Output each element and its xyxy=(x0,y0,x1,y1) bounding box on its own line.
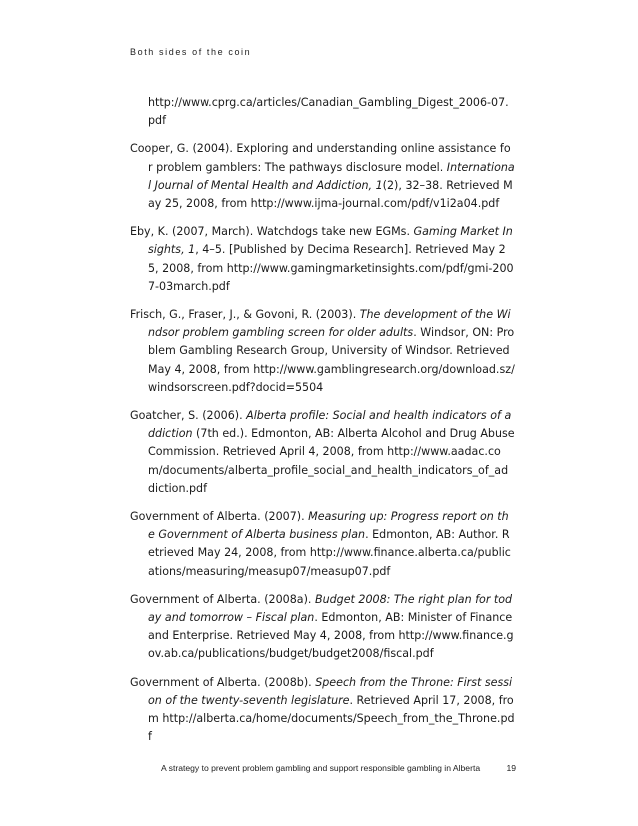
reference-title: Measuring up: Progress report on the Government of Alberta business plan xyxy=(148,510,509,542)
reference-text: Goatcher, S. (2006). xyxy=(130,409,247,423)
running-header: Both sides of the coin xyxy=(130,47,252,57)
page-footer xyxy=(161,763,516,773)
reference-text: (2), 32–38. Retrieved May 25, 2008, from http://www.ijma-journal.com/pdf/v1i2a04.pdf xyxy=(148,178,513,211)
reference-text: . Edmonton, AB: Minister of Finance and Enterprise. Retrieved May 4, 2008, from http://www.finance.gov.ab.ca/publications/budget/budget2008/fiscal.pdf xyxy=(148,611,514,661)
reference-text: . Retrieved April 17, 2008, from http://alberta.ca/home/documents/Speech_from_the_Throne.pdf xyxy=(148,693,515,744)
reference-list xyxy=(130,94,515,757)
reference-entry xyxy=(130,94,515,130)
reference-entry xyxy=(130,674,515,747)
reference-text: Government of Alberta. (2008b). xyxy=(130,675,316,689)
reference-entry xyxy=(130,508,515,581)
footer-title: A strategy to prevent problem gambling and support responsible gambling in Alberta xyxy=(161,763,481,773)
reference-title: Gaming Market Insights, 1 xyxy=(148,225,513,257)
reference-entry xyxy=(130,306,515,397)
reference-entry xyxy=(130,140,515,213)
page-number: 19 xyxy=(506,763,516,773)
reference-title: Budget 2008: The right plan for today and tomorrow – Fiscal plan xyxy=(148,592,513,625)
reference-entry xyxy=(130,591,515,664)
reference-title: The development of the Windsor problem gambling screen for older adults xyxy=(148,308,511,340)
reference-text: , 4–5. [Published by Decima Research]. Retrieved May 25, 2008, from http://www.gamingmarketinsights.com/pdf/gmi-2007-03march.pdf xyxy=(148,243,514,293)
reference-entry xyxy=(130,407,515,498)
reference-entry xyxy=(130,223,515,296)
reference-text: Government of Alberta. (2008a). xyxy=(130,592,315,606)
reference-text: . Windsor, ON: Problem Gambling Research Group, University of Windsor. Retrieved May 4, 2008, from http://www.gamblingresearch.org/download.sz/windsorscreen.pdf?docid=5504 xyxy=(148,326,515,394)
reference-text: Eby, K. (2007, March). Watchdogs take new EGMs. xyxy=(130,225,414,239)
reference-text: (7th ed.). Edmonton, AB: Alberta Alcohol and Drug Abuse Commission. Retrieved April 4, 2008, from http://www.aadac.com/documents/alberta_profile_social_and_health_indicators_of_addiction.pdf xyxy=(148,427,515,495)
reference-title: Alberta profile: Social and health indicators of addiction xyxy=(148,409,512,441)
reference-title: International Journal of Mental Health and Addiction, 1 xyxy=(148,160,515,192)
reference-text: Cooper, G. (2004). Exploring and understanding online assistance for problem gamblers: The pathways disclosure model. xyxy=(130,142,511,174)
reference-title: Speech from the Throne: First session of the twenty-seventh legislature xyxy=(148,675,513,707)
reference-text: Frisch, G., Fraser, J., & Govoni, R. (2003). xyxy=(130,308,360,322)
reference-text: . Edmonton, AB: Author. Retrieved May 24, 2008, from http://www.finance.alberta.ca/publications/measuring/measup07/measup07.pdf xyxy=(148,528,511,578)
reference-text: http://www.cprg.ca/articles/Canadian_Gambling_Digest_2006-07.pdf xyxy=(148,96,509,128)
reference-text: Government of Alberta. (2007). xyxy=(130,510,309,524)
